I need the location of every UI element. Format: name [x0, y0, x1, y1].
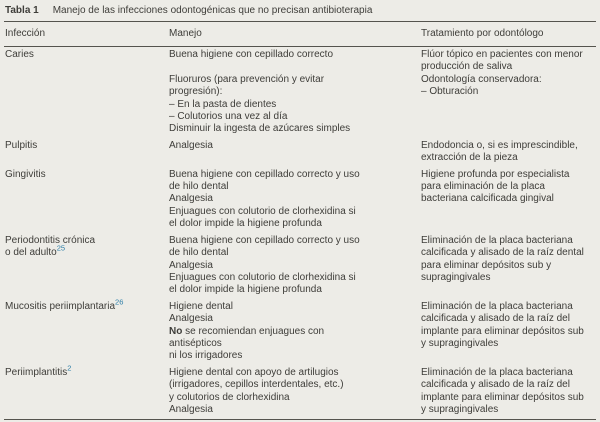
infection-cell	[4, 299, 168, 365]
table-caption	[4, 0, 596, 21]
cell-line: Disminuir la ingesta de azúcares simples	[169, 123, 351, 135]
cell-line: bacteriana calcificada gingival	[421, 193, 554, 205]
management-cell	[168, 365, 420, 419]
table-row	[4, 365, 596, 419]
cell-line: Endodoncia o, si es imprescindible,	[421, 139, 578, 151]
cell-line: de hilo dental	[169, 181, 229, 193]
column-header-manejo: Manejo	[168, 22, 420, 47]
table-row	[4, 138, 596, 167]
cell-line: Periimplantitis$^2$	[5, 363, 72, 378]
column-header-infeccion: Infección	[4, 22, 168, 47]
cell-line: Enjuagues con colutorio de clorhexidina si	[169, 205, 356, 217]
cell-line: calcificada y alisado de la raíz del	[421, 313, 570, 325]
cell-line: – Colutorios una vez al día	[169, 111, 288, 123]
cell-line	[169, 61, 414, 73]
cell-line: Higiene dental con apoyo de artilugios	[169, 366, 339, 378]
cell-line: producción de saliva	[421, 61, 513, 73]
infection-cell	[4, 47, 168, 138]
cell-line: para eliminar depósitos sub y	[421, 259, 552, 271]
management-cell	[168, 138, 420, 167]
treatment-cell	[420, 233, 596, 299]
cell-line: antisépticos	[169, 337, 222, 349]
cell-line: Analgesia	[169, 403, 213, 415]
cell-line: Caries	[5, 49, 34, 60]
cell-line: – Obturación	[421, 86, 479, 98]
citation-reference[interactable]: 25	[56, 243, 66, 253]
cell-line: progresión):	[169, 86, 223, 98]
cell-line: Buena higiene con cepillado correcto	[169, 49, 333, 60]
cell-line: el dolor impide la higiene profunda	[169, 284, 322, 296]
cell-line: Buena higiene con cepillado correcto y uso	[169, 234, 360, 246]
table-bottom-divider	[4, 419, 596, 420]
cell-line: implante para eliminar depósitos sub	[421, 391, 584, 403]
cell-line: Eliminación de la placa bacteriana	[421, 234, 573, 246]
management-cell	[168, 47, 420, 138]
cell-line: calcificada y alisado de la raíz dental	[421, 247, 584, 259]
emphasized-text: No	[169, 325, 183, 337]
treatment-cell	[420, 167, 596, 233]
cell-line: implante para eliminar depósitos sub	[421, 325, 584, 337]
cell-line: Odontología conservadora:	[421, 73, 542, 85]
cell-line: de hilo dental	[169, 247, 229, 259]
table-row	[4, 47, 596, 138]
table-body	[4, 47, 596, 419]
infection-cell	[4, 167, 168, 233]
cell-line: Flúor tópico en pacientes con menor	[421, 49, 583, 60]
infection-cell	[4, 233, 168, 299]
header-row	[4, 22, 596, 47]
cell-line: y supragingivales	[421, 403, 499, 415]
cell-line: Eliminación de la placa bacteriana	[421, 366, 573, 378]
table-row	[4, 233, 596, 299]
table-title: Manejo de las infecciones odontogénicas que no precisan antibioterapia	[52, 5, 373, 16]
cell-line: el dolor impide la higiene profunda	[169, 218, 322, 230]
cell-line: Buena higiene con cepillado correcto y uso	[169, 168, 360, 180]
table-row	[4, 167, 596, 233]
citation-reference[interactable]: 26	[115, 297, 124, 307]
infections-table	[4, 22, 596, 418]
cell-line: – En la pasta de dientes	[169, 98, 277, 110]
cell-line: ni los irrigadores	[169, 350, 243, 362]
cell-line: extracción de la pieza	[421, 152, 518, 164]
cell-line: Higiene dental	[169, 300, 233, 312]
cell-line: y supragingivales	[421, 337, 499, 349]
cell-line: Pulpitis	[5, 139, 38, 151]
treatment-cell	[420, 138, 596, 167]
cell-line: calcificada y alisado de la raíz del	[421, 379, 570, 391]
cell-line: Fluoruros (para prevención y evitar	[169, 73, 325, 85]
cell-line: Analgesia	[169, 259, 213, 271]
column-header-tratamiento: Tratamiento por odontólogo	[420, 22, 596, 47]
management-cell	[168, 233, 420, 299]
cell-line: Eliminación de la placa bacteriana	[421, 300, 573, 312]
cell-line: Analgesia	[169, 139, 213, 151]
table-header	[4, 22, 596, 47]
cell-line: Periodontitis crónica	[5, 234, 96, 246]
cell-line: Higiene profunda por especialista	[421, 168, 570, 180]
infection-cell	[4, 365, 168, 419]
treatment-cell	[420, 47, 596, 138]
infection-cell	[4, 138, 168, 167]
cell-line: (irrigadores, cepillos interdentales, etc.)	[169, 379, 344, 391]
cell-line: supragingivales	[421, 271, 491, 283]
cell-line: No se recomiendan enjuagues con	[169, 325, 325, 337]
treatment-cell	[420, 365, 596, 419]
treatment-cell	[420, 299, 596, 365]
cell-line: o del adulto$^{25}$	[5, 243, 66, 259]
table-row	[4, 299, 596, 365]
table-label: Tabla 1	[5, 5, 39, 16]
cell-line: Analgesia	[169, 313, 213, 325]
cell-line: y colutorios de clorhexidina	[169, 391, 290, 403]
citation-reference[interactable]: 2	[67, 363, 72, 373]
cell-line: Mucositis periimplantaria$^{26}$	[5, 297, 124, 312]
cell-line: para eliminación de la placa	[421, 181, 545, 193]
cell-line: Analgesia	[169, 193, 213, 205]
cell-line: Enjuagues con colutorio de clorhexidina si	[169, 271, 356, 283]
management-cell	[168, 299, 420, 365]
management-cell	[168, 167, 420, 233]
cell-line: Gingivitis	[5, 168, 46, 180]
